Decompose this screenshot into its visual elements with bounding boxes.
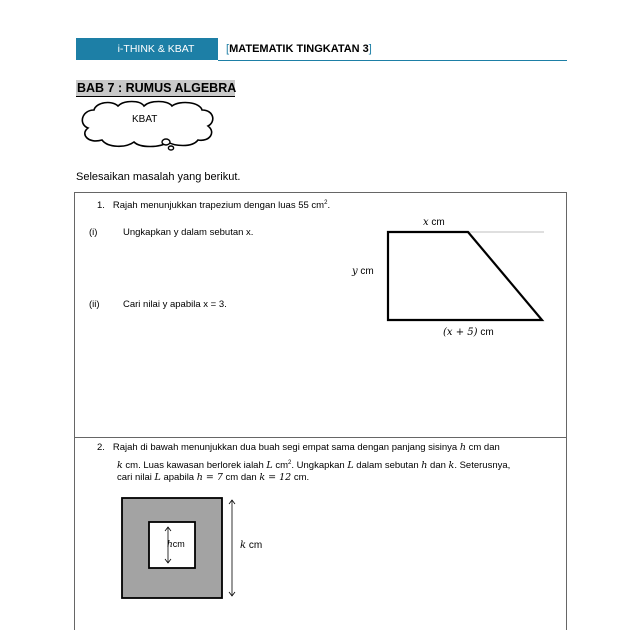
- question1-tail: .: [327, 200, 331, 212]
- top-unit: cm: [428, 217, 445, 228]
- instruction-text: Selesaikan masalah yang berikut.: [76, 171, 241, 183]
- part-i-text: Ungkapkan y dalam sebutan x.: [123, 227, 254, 238]
- trapezium-top-label: [423, 217, 445, 228]
- q2-l3d: cm.: [291, 472, 310, 483]
- side-var: y: [352, 266, 358, 277]
- chapter-title: BAB 7 : RUMUS ALGEBRA: [77, 81, 237, 95]
- q2-L: L: [266, 460, 273, 472]
- q2-l3b: apabila: [160, 472, 197, 483]
- q2-k: k: [117, 460, 123, 472]
- header-left-label: i-THINK & KBAT: [117, 43, 195, 55]
- header-title-text: MATEMATIK TINGKATAN 3: [229, 43, 369, 55]
- q2-L2: L: [347, 460, 354, 472]
- top-var: x: [423, 217, 429, 228]
- question2-line3: [117, 471, 567, 485]
- q2-L3: L: [154, 472, 161, 483]
- q2-h2: h: [421, 460, 428, 472]
- thought-cloud-icon: [78, 100, 218, 152]
- trapezium-bottom-label: [443, 327, 494, 338]
- q2-l3c: cm dan: [222, 472, 260, 483]
- header-title: [226, 40, 372, 58]
- q2-h: h: [459, 442, 466, 453]
- bottom-expr: (x + 5): [443, 327, 478, 338]
- q2-l2a: cm. Luas kawasan berlorek ialah: [122, 460, 267, 472]
- question2-line1: [97, 441, 557, 455]
- q2-l2c: . Ungkapkan: [291, 460, 348, 472]
- question1-number: 1.: [97, 200, 105, 212]
- question2-number: 2.: [97, 442, 105, 453]
- trapezium-side-label: [352, 266, 374, 277]
- q2-l3a: cari nilai: [117, 472, 155, 483]
- inner-var: h: [167, 540, 173, 550]
- q2-sup: 2: [288, 460, 292, 466]
- q2-l2b: cm: [272, 460, 289, 472]
- side-unit: cm: [357, 266, 374, 277]
- part-ii-label: (ii): [89, 299, 100, 310]
- outer-unit: cm: [246, 540, 263, 551]
- trapezium-outline: [388, 232, 542, 320]
- q2-l1b: cm dan: [465, 442, 500, 453]
- bottom-unit: cm: [477, 327, 494, 338]
- header-bracket-open: [: [226, 43, 230, 55]
- question1-line: [97, 196, 330, 213]
- header-bracket-close: ]: [368, 43, 372, 55]
- chapter-underline: [76, 96, 235, 97]
- q2-keq: k = 12: [259, 472, 292, 483]
- q2-heq: h = 7: [196, 472, 223, 483]
- q2-l2e: dan: [427, 460, 449, 472]
- q2-k2: k: [448, 460, 455, 472]
- question1-text: Rajah menunjukkan trapezium dengan luas 55 cm: [112, 200, 325, 212]
- q2-l1a: Rajah di bawah menunjukkan dua buah segi empat sama dengan panjang sisinya: [112, 442, 460, 453]
- cloud-label: KBAT: [132, 114, 158, 125]
- q2-l2d: dalam sebutan: [353, 460, 422, 472]
- header-rule: [218, 60, 567, 61]
- q2-l2f: . Seterusnya,: [454, 460, 511, 472]
- trapezium-figure: [380, 226, 550, 326]
- outer-var: k: [240, 540, 247, 551]
- part-ii-text: Cari nilai y apabila x = 3.: [123, 299, 227, 310]
- part-i-label: (i): [89, 227, 98, 238]
- question1-part-ii: [89, 298, 100, 312]
- outer-square-label: [240, 540, 262, 551]
- inner-square-label: [167, 539, 185, 550]
- question1-sup: 2: [324, 200, 328, 206]
- question1-part-i: [89, 226, 97, 240]
- inner-unit: cm: [172, 539, 185, 549]
